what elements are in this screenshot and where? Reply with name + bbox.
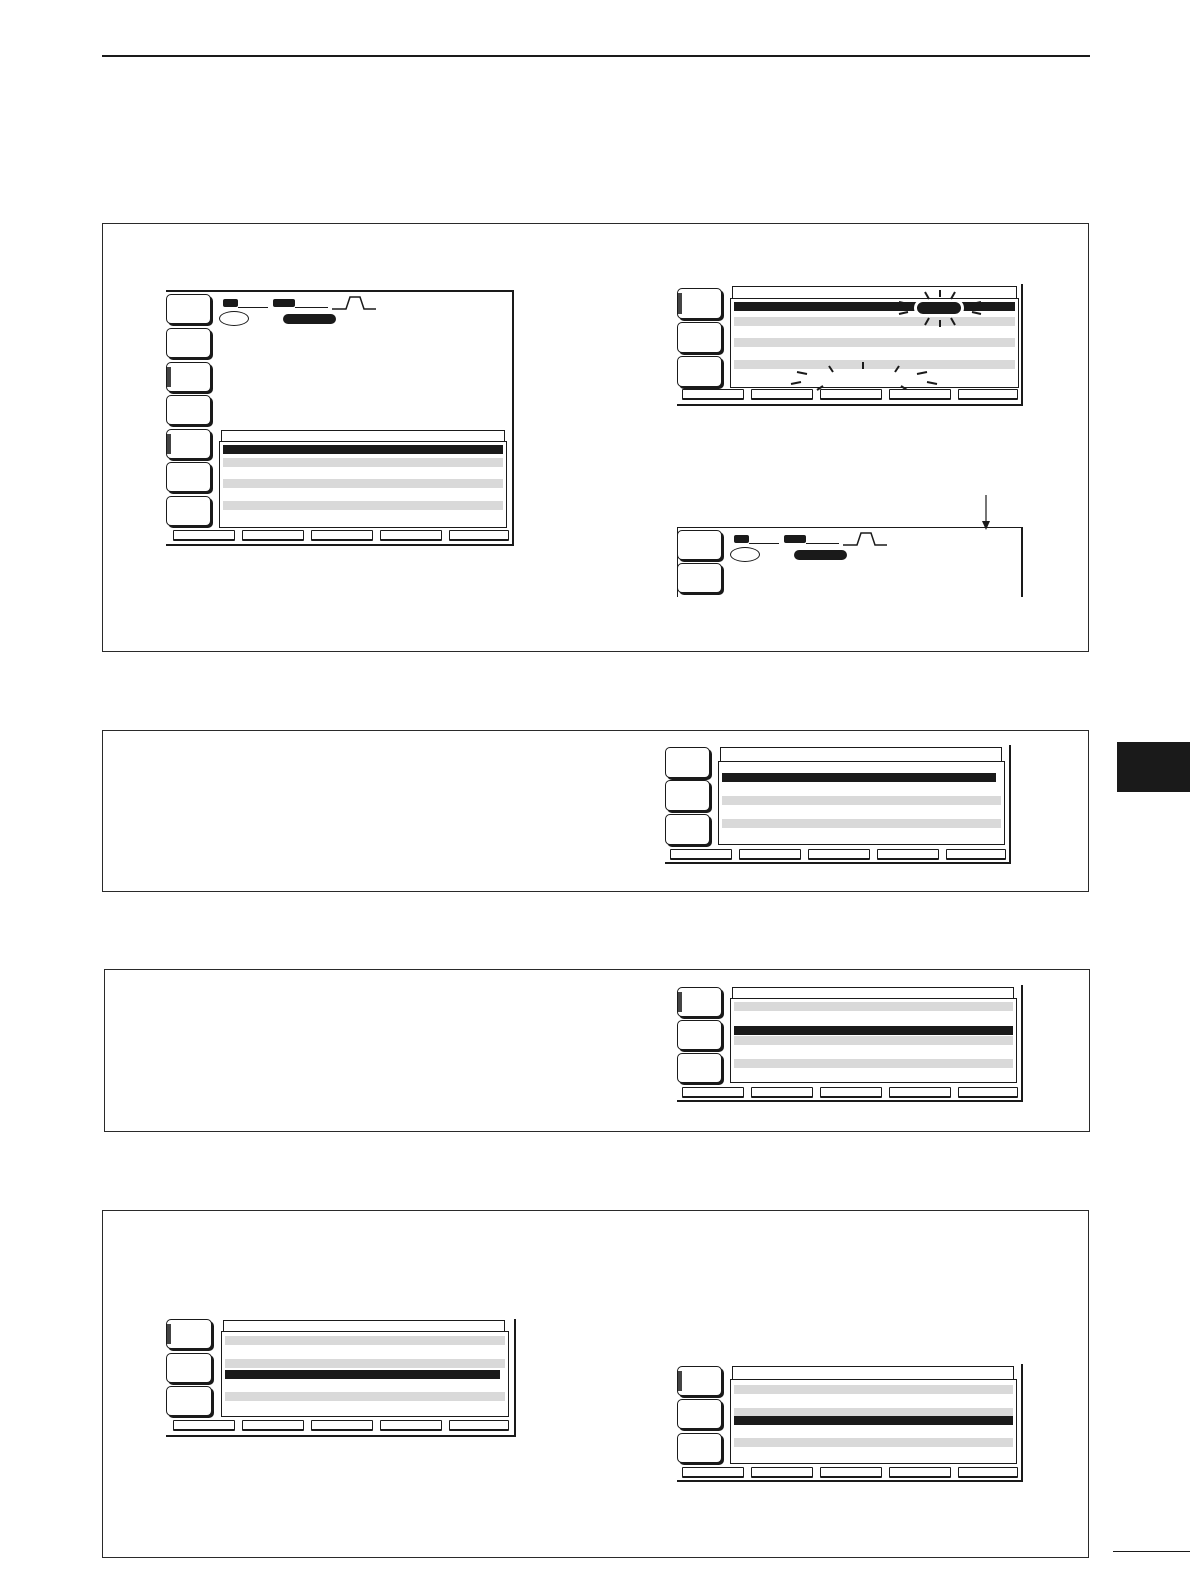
indicator-chip-1 <box>223 299 238 307</box>
list-row-selected[interactable] <box>734 1026 1013 1035</box>
softkey-2[interactable] <box>751 389 813 400</box>
side-button-2[interactable] <box>166 328 211 358</box>
down-arrow-icon <box>979 495 993 531</box>
softkey-3[interactable] <box>808 849 870 860</box>
side-button-2[interactable] <box>166 1353 212 1383</box>
softkey-2[interactable] <box>242 530 304 541</box>
side-button-1[interactable] <box>677 987 722 1017</box>
side-button-2[interactable] <box>677 1020 722 1050</box>
list-panel <box>730 998 1017 1083</box>
status-pill <box>794 550 847 560</box>
side-button-2[interactable] <box>677 563 722 593</box>
blink-rays-icon <box>895 290 985 328</box>
display-screen-step2 <box>665 745 1011 864</box>
list-row-selected[interactable] <box>722 773 996 782</box>
side-button-6[interactable] <box>166 462 211 492</box>
softkey-1[interactable] <box>682 1087 744 1098</box>
list-row-selected[interactable] <box>223 445 503 454</box>
list-row[interactable] <box>722 819 1001 828</box>
softkey-3[interactable] <box>820 1087 882 1098</box>
indicator-chip-2 <box>273 299 295 307</box>
softkey-1[interactable] <box>173 1420 235 1431</box>
softkey-2[interactable] <box>751 1467 813 1478</box>
filter-shape-icon <box>332 296 376 310</box>
list-row-selected[interactable] <box>734 1416 1013 1425</box>
list-panel <box>219 441 507 528</box>
softkey-2[interactable] <box>242 1420 304 1431</box>
indicator-chip-1 <box>734 535 749 543</box>
side-button-1[interactable] <box>665 747 710 778</box>
softkey-3[interactable] <box>311 530 373 541</box>
filter-shape-icon <box>843 532 887 546</box>
list-row[interactable] <box>225 1392 505 1401</box>
display-screen-blink <box>677 284 1023 406</box>
softkey-4[interactable] <box>889 1087 951 1098</box>
list-panel <box>221 1331 509 1417</box>
side-button-2[interactable] <box>677 1399 722 1429</box>
softkey-1[interactable] <box>682 389 744 400</box>
display-screen-step4-left <box>166 1319 516 1437</box>
list-row[interactable] <box>734 1002 1013 1011</box>
header-rule <box>102 55 1090 57</box>
softkey-5[interactable] <box>958 1087 1018 1098</box>
display-screen-step3 <box>677 985 1023 1102</box>
list-row[interactable] <box>225 1359 505 1368</box>
section-tab-marker <box>1117 742 1190 792</box>
softkey-1[interactable] <box>670 849 732 860</box>
side-button-1[interactable] <box>166 1319 212 1349</box>
softkey-4[interactable] <box>877 849 939 860</box>
side-button-1[interactable] <box>677 288 722 319</box>
softkey-3[interactable] <box>311 1420 373 1431</box>
list-row[interactable] <box>225 1336 505 1345</box>
softkey-3[interactable] <box>820 389 882 400</box>
side-button-3[interactable] <box>166 362 211 392</box>
indicator-chip-2 <box>784 535 806 543</box>
softkey-2[interactable] <box>739 849 801 860</box>
side-button-4[interactable] <box>166 395 211 425</box>
softkey-2[interactable] <box>751 1087 813 1098</box>
softkey-3[interactable] <box>820 1467 882 1478</box>
list-row[interactable] <box>734 338 1015 347</box>
list-row[interactable] <box>734 1036 1013 1045</box>
side-button-2[interactable] <box>665 780 710 811</box>
side-button-3[interactable] <box>665 814 710 845</box>
list-row[interactable] <box>223 479 503 488</box>
softkey-4[interactable] <box>889 1467 951 1478</box>
softkey-4[interactable] <box>380 530 442 541</box>
list-row[interactable] <box>223 458 503 467</box>
footer-corner-rule <box>1113 1551 1190 1552</box>
list-row[interactable] <box>734 1059 1013 1068</box>
side-button-3[interactable] <box>677 1433 722 1463</box>
side-button-1[interactable] <box>166 294 211 324</box>
softkey-5[interactable] <box>449 530 509 541</box>
list-row-selected[interactable] <box>225 1370 500 1379</box>
side-button-2[interactable] <box>677 322 722 353</box>
softkey-4[interactable] <box>889 389 951 400</box>
softkey-5[interactable] <box>958 1467 1018 1478</box>
softkey-5[interactable] <box>946 849 1006 860</box>
list-title-bar <box>720 747 1002 762</box>
list-row[interactable] <box>734 1385 1013 1394</box>
side-button-5[interactable] <box>166 429 211 459</box>
list-panel <box>730 1379 1017 1464</box>
list-panel <box>718 761 1005 845</box>
side-button-1[interactable] <box>677 1366 722 1396</box>
status-oval <box>730 547 760 562</box>
status-pill <box>283 314 336 324</box>
list-row[interactable] <box>722 796 1001 805</box>
side-button-3[interactable] <box>166 1386 212 1416</box>
list-row[interactable] <box>223 501 503 510</box>
side-button-7[interactable] <box>166 496 211 526</box>
status-oval <box>219 311 249 326</box>
softkey-5[interactable] <box>449 1420 509 1431</box>
list-row[interactable] <box>734 1438 1013 1447</box>
softkey-4[interactable] <box>380 1420 442 1431</box>
display-screen-partial <box>677 495 1023 597</box>
side-button-3[interactable] <box>677 1053 722 1083</box>
display-screen-step4-right <box>677 1364 1023 1482</box>
softkey-5[interactable] <box>958 389 1018 400</box>
side-button-3[interactable] <box>677 356 722 387</box>
display-screen-main <box>166 290 514 546</box>
softkey-1[interactable] <box>682 1467 744 1478</box>
softkey-1[interactable] <box>173 530 235 541</box>
side-button-1[interactable] <box>677 530 722 560</box>
